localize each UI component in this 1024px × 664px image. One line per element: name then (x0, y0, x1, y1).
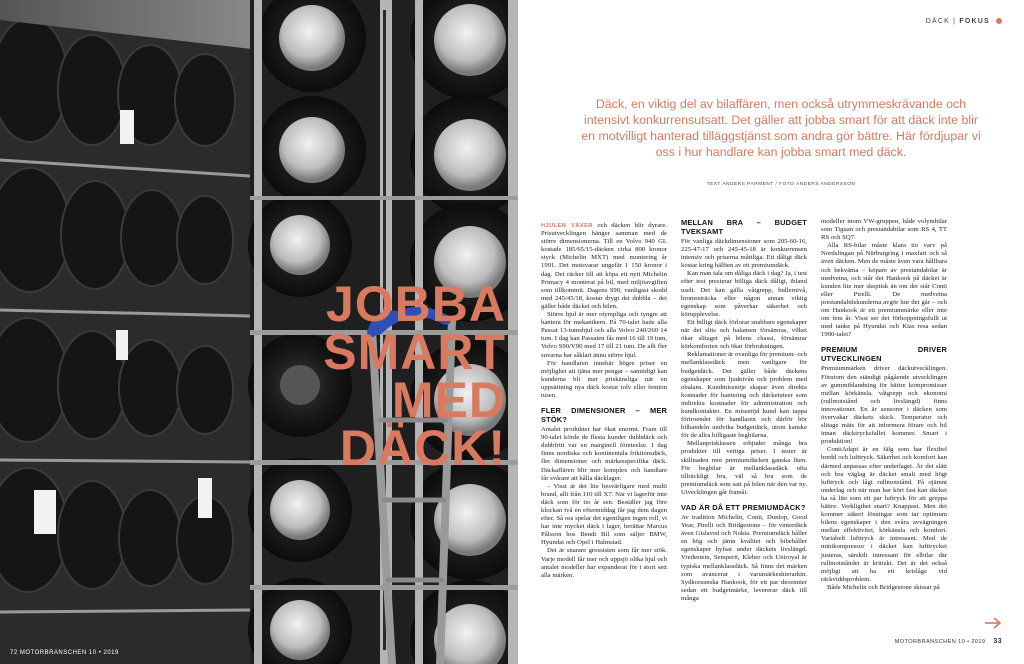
column-2-paragraph-3: Ett billigt däck förlorar snabbare egenskaper när det slits och balansen försämras, vilket ökar slitaget på bilens chassi, försämrar körkomforten och ökar förbrukningen. (681, 318, 807, 351)
headline-line-2: SMART (323, 324, 506, 380)
article-column-2 (681, 218, 807, 603)
dot-icon (996, 18, 1002, 24)
column-2-paragraph-1: För vanliga däckdimensioner som 205-60-16, 225-47-17 och 245-45-18 är konkurrensen intensiv och priserna måttliga. Ett dåligt däck kostar kring hälften av ett premiumdäck. (681, 238, 807, 270)
column-2-paragraph-2: Kan man tala om dåliga däck i dag? Ja, i test efter test presterar billiga däck dåligt, ibland uselt. Det kan gälla våtgrepp, bullernivå, bromssträcka eller någon annan viktig egenskap som påverkar säkerhet och körupplevelse. (681, 270, 807, 318)
arrow-right-icon (984, 617, 1002, 629)
column-2-paragraph-6: Av tradition Michelin, Conti, Dunlop, Good Year, Pirelli och Bridgestone – för vinterdäck även Gislaved och Nokia. Premiumdäck håller en hög och jämn kvalitet och bibehåller egenskaper hyfsat under däckets livslängd. Vredestein, Semperit, Kleber och Uniroyal är typiska mellanklassdäck. Så finns det märken som avancerar i varumärkeshierarkin. Sydkoreanska Hankook, för ett par decennier sedan ett budgetmärke, levererar däck till många (681, 514, 807, 602)
magazine-issue: MOTORBRANSCHEN 10 • 2019 (894, 639, 986, 645)
lead-paragraph: Däck, en viktig del av bilaffären, men också utrymmeskrävande och intensivt konkurrensutsatt. Det gäller att jobba smart för att däck inte blir en motvilligt hanterad tilläggstjänst som andra gör bättre. Här fördjupar vi oss i hur handlare kan jobba smart med däck. (581, 97, 981, 159)
column-1-paragraph-2: Större hjul är mer otympliga och tyngre att hantera för mekanikern. På 70-talet hade alla Passat 13-tumshjul och alla Volvo 240/260 14 tum. I dag kan Passaten fås med 16 till 19 tum, Volvo S90/V90 med 17 till 21 tum. De allt fler suvarna har såklart ännu större hjul. (541, 311, 667, 359)
headline (66, 276, 506, 476)
article-column-1 (541, 222, 667, 580)
kicker: HJULEN VÄXER (541, 223, 593, 229)
left-page-footer: 72 MOTORBRANSCHEN 10 • 2019 (10, 650, 119, 656)
subheading-fler-dimensioner: FLER DIMENSIONER – MER STÖK? (541, 406, 667, 425)
headline-line-3: MED (391, 372, 506, 428)
column-1-paragraph-5: – Visst är det lite besvärligare med multi brand, allt från 110 till X7. När vi lagerför inte däck som för tio år sen. Beställer jag före klockan två en eftermiddag får jag dem dagen efter. Så oss spelar det egentligen ingen roll, vi har inte mycket däck i lager, berättar Marcus Pålsson hos Bendt Bil som säljer BMW, Hyundai och Opel i Halmstad. (541, 482, 667, 547)
column-1-paragraph-4: Antalet produkter har ökat enormt. Fram till 90-talet körde de flesta kunder dubbdäck och dubbfritt var en marginell företeelse. I dag finns nordiska och kontinentala friktionsdäck, fler dimensioner och märkesspecifika däck. Däckaffären blir mer komplex och handlare får svårare att hålla däcklager. (541, 426, 667, 482)
subheading-premiumdack: VAD ÄR DÅ ETT PREMIUMDÄCK? (681, 503, 806, 512)
column-1-paragraph-3: För handlaren innebär högre priser en möjlighet att tjäna mer pengar – samtidigt kan kunderna bli mer priskänsliga när en uppsättning nya däck kostar tolv eller femton tusen. (541, 359, 667, 399)
column-1-paragraph-6: Det är snarare grossisten som får mer stök. Varje modell får mer och uppsjö olika hjul och antalet modeller har expanderat för i stort sett alla märken. (541, 547, 667, 579)
column-2-paragraph-5: Mellanprisklassen erbjuder många bra produkter till vettiga priser. I tester är skillnaden mot premiumdäcken ganska liten. För begbilar är mellanklassdäck ofta tillräckligt bra, väl så bra som de premiumdäck som satt på bilen när den var ny. Utvecklingen går framåt. (681, 440, 807, 496)
column-3-paragraph-5: Både Michelin och Bridgestone skissar på (827, 583, 940, 591)
column-3-paragraph-2: Alla RS-bilar måste klara tio varv på Nordslingan på Nürburgring i maxfart och så även däcken. Men de måste även vara hållbara och bekväma – köpare av prestandabilar är medvetna, och står det Hankook på däcket är kunden lite mer skeptisk än om det står Conti eller Pirelli. De medvetna prestandabilskunderna avgör hur det går – och om Hankook är ett premiummärke eller inte om fem år. Visst ser det förhoppningsfullt ut med tanke på Hyundai och Kias resa sedan 1990-talet? (821, 242, 947, 339)
subheading-mellan-bra: MELLAN BRA – BUDGET TVEKSAMT (681, 218, 807, 236)
column-1-paragraph-1: HJULEN VÄXER och däcken blir dyrare. Prisutvecklingen hänger samman med de större dimensionerna. Till en Volvo 940 GL kostade 185/65/15-däcken cirka 800 kronor styck (Michelin MXT) med montering år 1991. Det motsvarar ungefär 1 150 kronor i dag. Det räcker till att köpa ett nytt Michelin Primacy 4 monterat på bil, med miljöavgiften som tillkommit. Dagens S90, vanligast skodd med 245/45/18, kostar drygt det dubbla – det gäller både däcket och bilen. (541, 222, 667, 310)
headline-line-1: JOBBA (325, 276, 506, 332)
right-page-footer (895, 638, 1002, 645)
column-3-paragraph-3: Premiummärken driver däckutvecklingen. Förutom den ständigt pågående utvecklingen av gummiblandning för bättre kompromisser mellan körkänsla, våtgrepp och ekonomi (rullmotstånd och livslängd) finns innovationer. En är sensorer i däcken som övervakar däckets skick. Temperatur och slitage mäts för att informera förare och bil innan däcktrycksfallet kommer. Smart i produktion! (821, 365, 947, 446)
section-tag-right: FOKUS (959, 18, 990, 25)
article-column-3 (821, 218, 947, 592)
article-page (518, 0, 1024, 664)
column-3-paragraph-4: ContiAdapt är en fälg som har flexibel bredd och lufttryck. Säkerhet och komfort kan därmed anpassas efter underlaget. Är det slätt och bra väglag är däcket smalt med högt lufttryck och lågt rullmotstånd. På ojämnt underlag och när man har kört fast kan däcket ha så lite som ett par luftryck för att greppa bättre. Verkligthet snart? Knappast. Men det kommer säkert lösningar som tar optimum bilens egenskaper i den svåra avvägningen mellan effektivitet, körkänsla och komfort. Variabelt lufttryck är intressant. Med de minikompressor i däcket kan lufttrycket justeras, särskilt intressant för elbilar där rullmotståndet är kritiskt. Det är det också möjligt att ha ett krislåge vid räckviddsproblem. (821, 446, 947, 583)
column-2-paragraph-4: Reklamationer är ovanliga för premium- och mellanklassdäck men vanligare för budgetdäck. Det gäller både däckens egenskaper som ljudnivån och problem med obalans. Kundmissnöje skapar även direkta kostnader för hantering och däcketuteer som indirekta kostnader för administration och kundkontakter. En missnöjd kund kan tappa förtroendet för handlaren och därför bör bilhandeln undvika budgetdäck, utom kanske för de allra billigaste begbilarna. (681, 351, 807, 440)
section-tag-left: DÄCK (925, 18, 951, 25)
byline: TEXT ANDERS PARMENT / FOTO ANDERS ANDERSSON (706, 182, 856, 187)
page-number: 33 (993, 638, 1002, 645)
column-3-paragraph-1: modeller inom VW-gruppen, både volymbilar som Tiguan och prestandabilar som RS 4, TT RS och SQ7. (821, 218, 947, 242)
section-tag: DÄCK | FOKUS (926, 18, 1002, 25)
subheading-premium-driver: PREMIUM DRIVER UTVECKLINGEN (821, 345, 947, 364)
headline-line-4: DÄCK! (339, 420, 506, 476)
